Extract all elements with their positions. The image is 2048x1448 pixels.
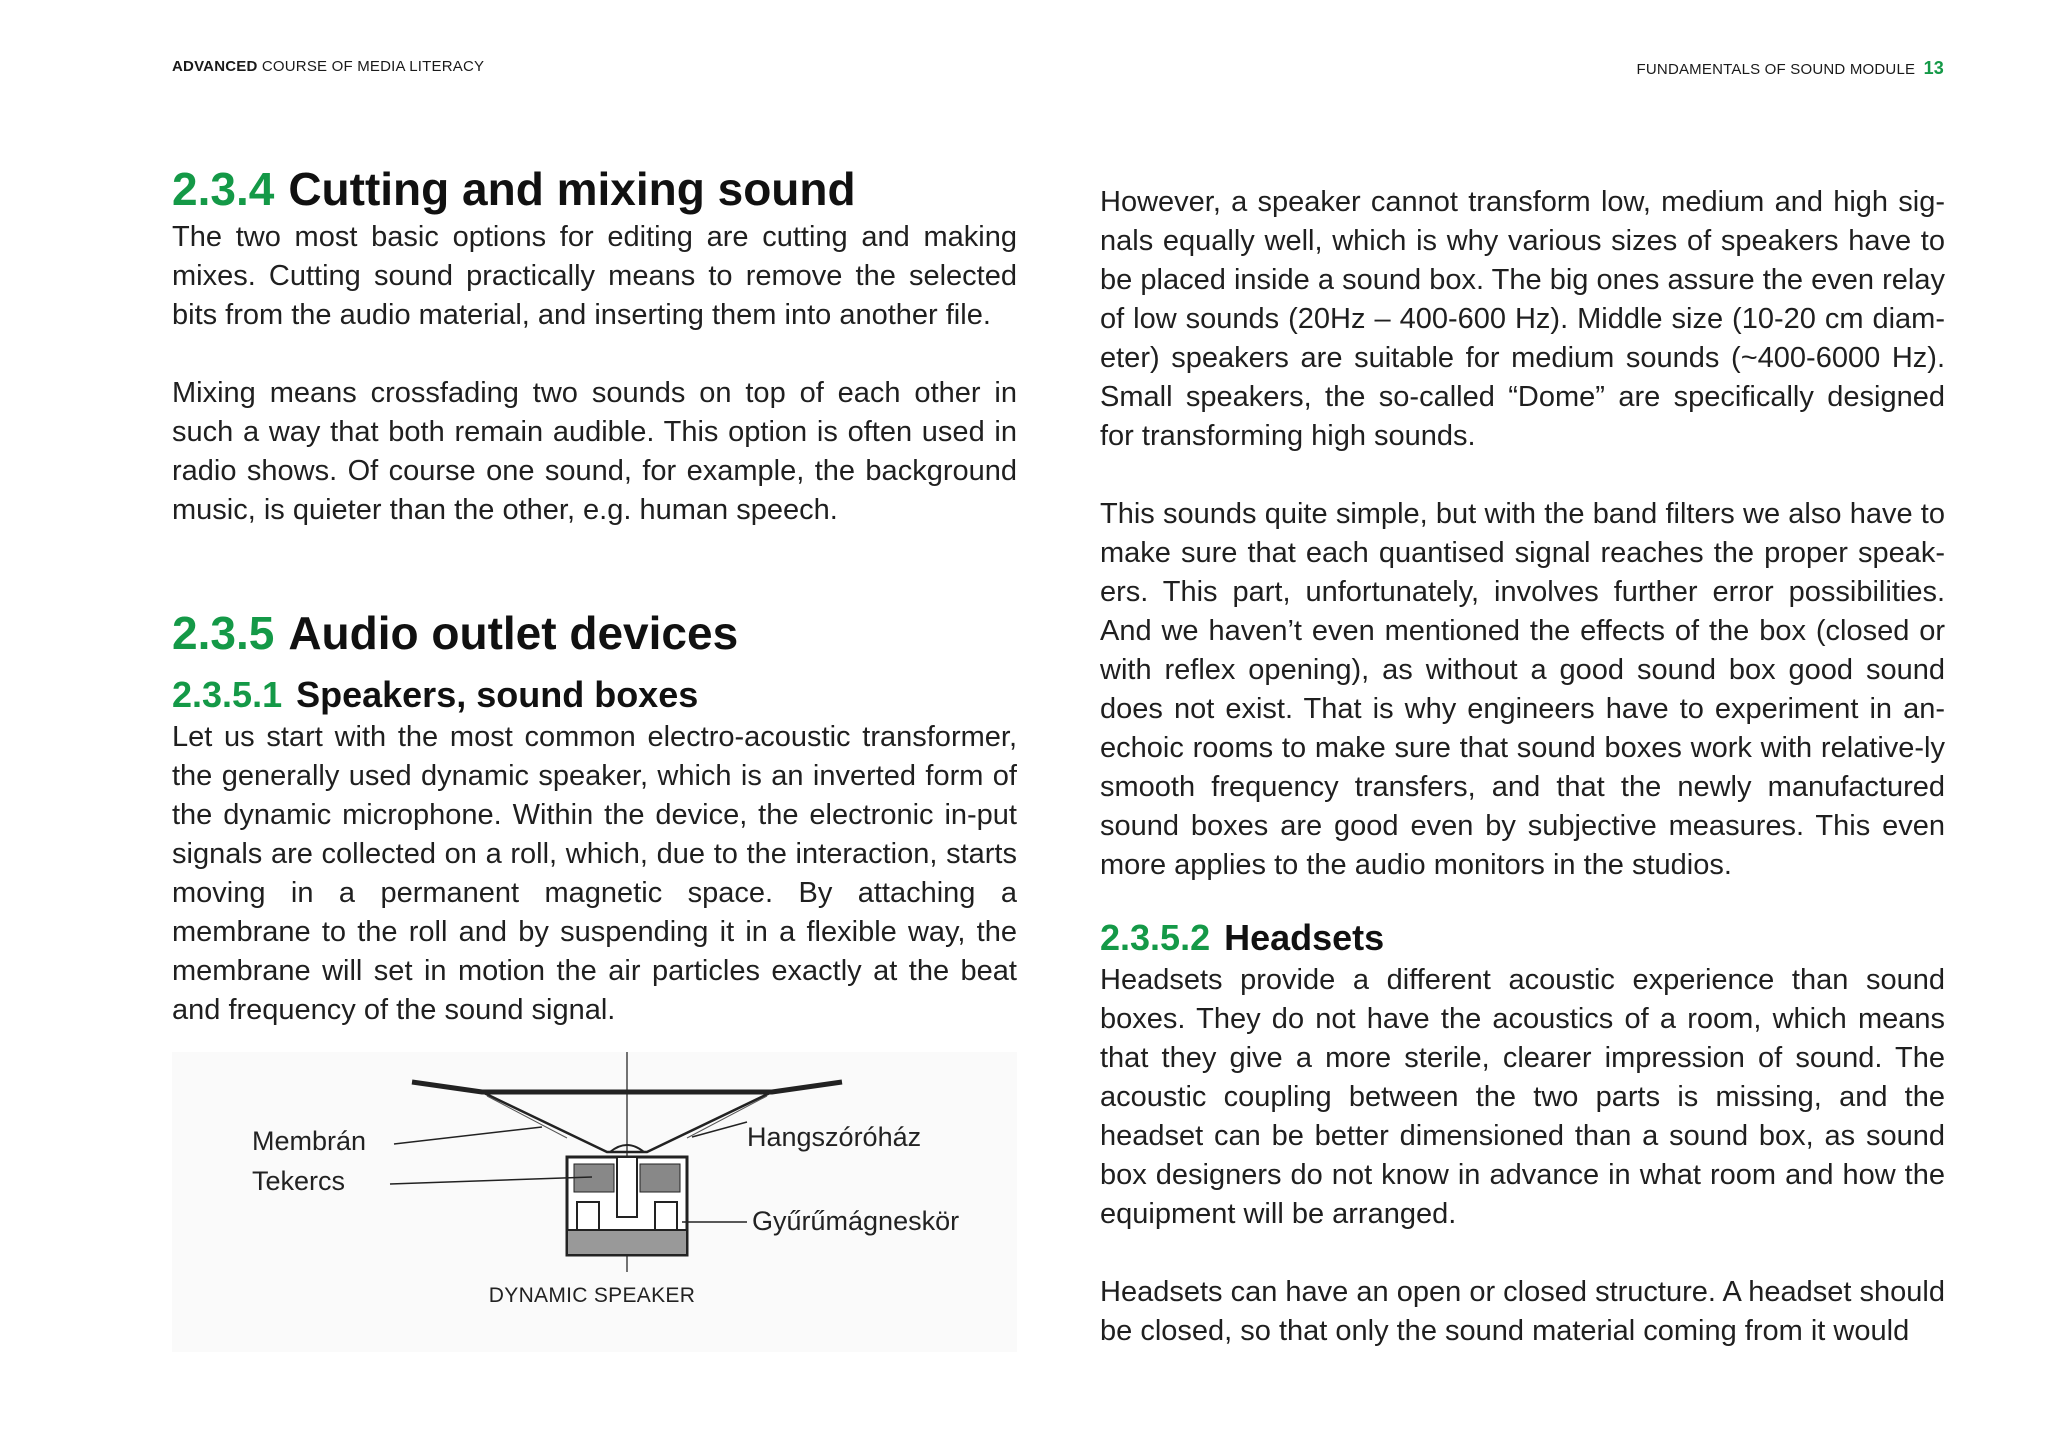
label-magnet: Gyűrűmágneskör (752, 1206, 960, 1236)
figure-caption: DYNAMIC SPEAKER (488, 1284, 696, 1307)
section-title: Cutting and mixing sound (288, 163, 856, 215)
paragraph-mixing: Mixing means crossfading two sounds on top of each other in such a way that both remain audible. This option is often used in radio shows. Of course one sound, for example, the background music, is quieter than the other, e.g. human speech. (172, 377, 1017, 526)
header-course-name: COURSE OF MEDIA LITERACY (261, 58, 485, 75)
label-housing: Hangszóróház (747, 1122, 922, 1152)
subsection-title: Speakers, sound boxes (296, 674, 699, 715)
section-number: 2.3.4 (172, 163, 275, 215)
heading-2-3-5-2 (1100, 915, 1945, 961)
heading-2-3-5 (172, 604, 1017, 662)
label-coil: Tekercs (252, 1166, 346, 1196)
heading-2-3-5-1 (172, 672, 1017, 718)
header-module-name: FUNDAMENTALS OF SOUND MODULE (1636, 61, 1916, 78)
section-title: Audio outlet devices (288, 607, 739, 659)
header-course-title (172, 58, 484, 75)
paragraph-dynamic-speaker: Let us start with the most common electro-acoustic transformer, the generally used dynamic speaker, which is an inverted form of the dynamic microphone. Within the device, the electronic in-put signals are collected on a roll, which, due to the interaction, starts moving in a permanent magnetic space. By attaching a membrane to the roll and by suspending it in a flexible way, the membrane will set in motion the air particles exactly at the beat and frequency of the sound signal. (172, 721, 1017, 1026)
paragraph-speaker-sizes: However, a speaker cannot transform low, medium and high sig-nals equally well, which is why various sizes of speakers have to be placed inside a sound box. The big ones assure the even relay of low sounds (20Hz – 400-600 Hz). Middle size (10-20 cm diam-eter) speakers are suitable for medium sounds (~400-6000 Hz). Small speakers, the so-called “Dome” are specifically designed for transforming high sounds. (1100, 186, 1945, 452)
speaker-diagram (252, 1052, 960, 1282)
subsection-number: 2.3.5.1 (172, 674, 283, 715)
paragraph-band-filters: This sounds quite simple, but with the band filters we also have to make sure that each quantised signal reaches the proper speak-ers. This part, unfortunately, involves further error possibilities. And we haven’t even mentioned the effects of the box (closed or with reflex opening), as without a good sound box good sound does not exist. That is why engineers have to experiment in an-echoic rooms to make sure that sound boxes work with relative-ly smooth frequency transfers, and that the newly manufactured sound boxes are good even by subjective measures. This even more applies to the audio monitors in the studios. (1100, 498, 1945, 881)
header-module-title (1637, 58, 1944, 79)
section-number: 2.3.5 (172, 607, 275, 659)
paragraph-headsets-structure: Headsets can have an open or closed structure. A headset should be closed, so that only the sound material coming from it would (1100, 1276, 1945, 1347)
page-number: 13 (1923, 58, 1944, 78)
paragraph-headsets-acoustics: Headsets provide a different acoustic experience than sound boxes. They do not have the acoustics of a room, which means that they give a more sterile, clearer impression of sound. The acoustic coupling between the two parts is missing, and the headset can be better dimensioned than a sound box, as sound box designers do not know in advance in what room and how the equipment will be arranged. (1100, 964, 1945, 1230)
left-column (172, 160, 1017, 1352)
label-membrane: Membrán (252, 1126, 367, 1156)
dynamic-speaker-figure (172, 1052, 1017, 1352)
subsection-number: 2.3.5.2 (1100, 917, 1211, 958)
header-course-level: ADVANCED (172, 58, 258, 75)
paragraph-cutting: The two most basic options for editing are cutting and making mixes. Cutting sound practically means to remove the selected bits from the audio material, and inserting them into another file. (172, 221, 1017, 331)
subsection-title: Headsets (1224, 917, 1385, 958)
right-column (1100, 183, 1945, 1351)
heading-2-3-4 (172, 160, 1017, 218)
